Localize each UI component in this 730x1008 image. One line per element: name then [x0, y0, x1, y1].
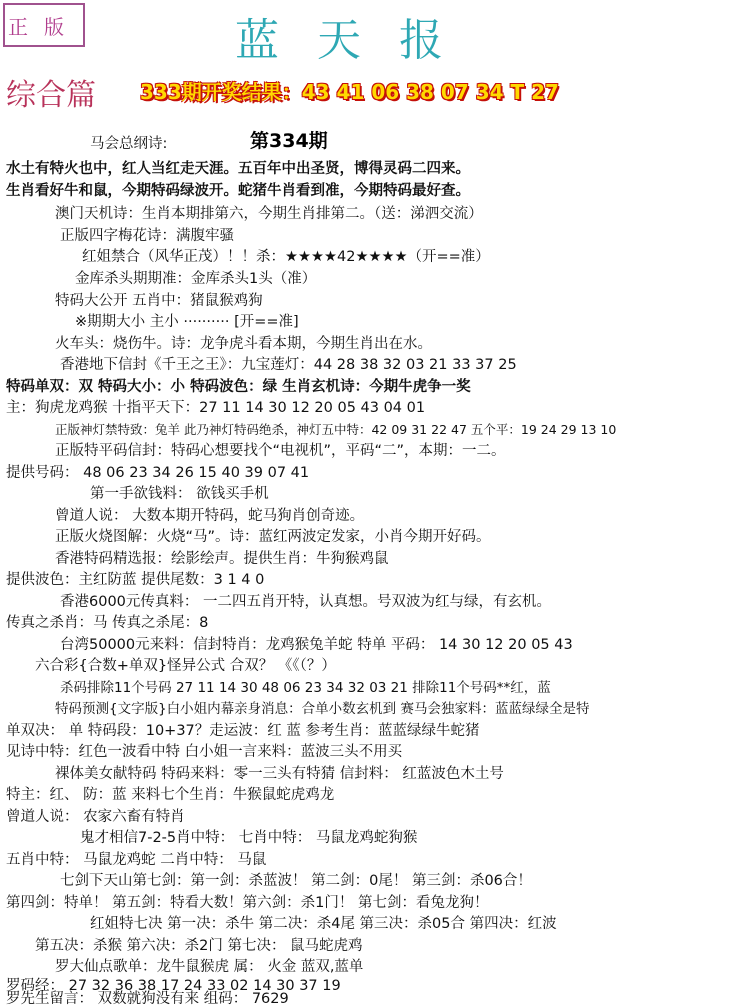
text-line: 正版火烧图解：火烧“马”。诗：蓝红两波定发家，小肖今期开好码。	[55, 529, 491, 545]
newspaper-title: 蓝天报	[235, 15, 481, 66]
text-line: 特码单双：双 特码大小：小 特码波色：绿 生肖玄机诗：今期牛虎争一奖	[6, 379, 471, 395]
text-line: 火车头：烧伤牛。诗：龙争虎斗看本期，今期生肖出在水。	[55, 336, 432, 352]
text-line: 水土有特火也中，红人当红走天涯。五百年中出圣贤，博得灵码二四来。	[6, 161, 470, 177]
text-line: 七剑下天山第七剑：第一剑：杀蓝波！ 第二剑：0尾！ 第三剑：杀06合！	[60, 873, 532, 889]
text-line: 香港地下信封《千王之王》：九宝莲灯：44 28 38 32 03 21 33 37 25	[60, 357, 517, 373]
text-line: ※期期大小 主小 ·········· [开==准]	[75, 314, 299, 330]
text-line: 罗大仙点歌单：龙牛鼠猴虎 属： 火金 蓝双,蓝单	[55, 959, 364, 975]
text-line: 五肖中特： 马鼠龙鸡蛇 二肖中特： 马鼠	[6, 852, 267, 868]
issue-number: 第334期	[250, 130, 328, 152]
text-line: 香港6000元传真料： 一二四五肖开特，认真想。号双波为红与绿，有玄机。	[60, 594, 552, 610]
text-line: 六合彩{合数+单双}怪异公式 合双？ 《《（？）	[35, 658, 336, 674]
text-line: 香港特码精选报：绘影绘声。提供生肖：牛狗猴鸡鼠	[55, 551, 389, 567]
text-line: 第四剑：特单！ 第五剑：特看大数！第六剑：杀1门！ 第七剑：看兔龙狗！	[6, 895, 489, 911]
text-line: 正版四字梅花诗：满腹牢骚	[60, 228, 234, 244]
text-line: 台湾50000元来料：信封特肖：龙鸡猴兔羊蛇 特单 平码： 14 30 12 20 05 43	[60, 637, 573, 653]
text-line: 提供号码： 48 06 23 34 26 15 40 39 07 41	[6, 465, 310, 481]
text-line: 红姐特七决 第一决：杀牛 第二决：杀4尾 第三决：杀05合 第四决：红波	[90, 916, 557, 932]
text-line: 特码大公开 五肖中：猪鼠猴鸡狗	[55, 293, 263, 309]
text-line: 见诗中特：红色一波看中特 白小姐一言来料：蓝波三头不用买	[6, 744, 403, 760]
text-line: 金库杀头期期准：金库杀头1头（准）	[75, 271, 317, 287]
text-line: 传真之杀肖：马 传真之杀尾：8	[6, 615, 209, 631]
text-line: 鬼才相信7-2-5肖中特： 七肖中特： 马鼠龙鸡蛇狗猴	[80, 830, 418, 846]
draw-result: 333期开奖结果：43 41 06 38 07 34 T 27	[140, 80, 559, 104]
text-line: 正版神灯禁特致：兔羊 此乃神灯特码绝杀，神灯五中特：42 09 31 22 47 五个平：19 24 29 13 10	[55, 422, 617, 437]
text-line: 正版特平码信封：特码心想要找个“电视机”，平码“二”，本期：一二。	[55, 443, 506, 459]
text-line: 特码预测{文字版}白小姐内幕亲身消息：合单小数玄机到 赛马会独家料：蓝蓝绿绿全是特	[55, 701, 590, 717]
text-line: 单双决： 单 特码段：10+37？走运波：红 蓝 参考生肖：蓝蓝绿绿牛蛇猪	[6, 723, 480, 739]
text-line: 杀码排除11个号码 27 11 14 30 48 06 23 34 32 03 21 排除11个号码**红，蓝	[60, 680, 551, 696]
text-line: 曾道人说： 大数本期开特码，蛇马狗肖创奇迹。	[55, 508, 365, 524]
text-line: 罗码经： 27 32 36 38 17 24 33 02 14 30 37 19	[6, 978, 341, 994]
text-line: 主：狗虎龙鸡猴 十指平天下：27 11 14 30 12 20 05 43 04 01	[6, 400, 426, 416]
text-line: 马会总纲诗:	[90, 136, 168, 152]
text-line: 裸体美女献特码 特码来料：零一三头有特猜 信封料： 红蓝波色木土号	[55, 766, 504, 782]
text-line: 澳门天机诗：生肖本期排第六，今期生肖排第二。（送：涕泗交流）	[55, 206, 483, 222]
text-line: 第一手欲钱料： 欲钱买手机	[90, 486, 269, 502]
text-line: 罗先生留言： 双数就狗没有来 组码： 7629	[6, 991, 289, 1007]
section-title: 综合篇	[6, 78, 96, 113]
text-line: 红姐禁合（风华正茂）！！杀：★★★★42★★★★（开==准）	[82, 249, 490, 265]
text-line: 曾道人说： 农家六畜有特肖	[6, 809, 185, 825]
genuine-badge: 正版	[3, 3, 85, 47]
text-line: 生肖看好牛和鼠，今期特码绿波开。蛇猪牛肖看到准，今期特码最好查。	[6, 183, 470, 199]
text-line: 第五决：杀猴 第六决：杀2门 第七决： 鼠马蛇虎鸡	[35, 938, 363, 954]
text-line: 特主：红、 防：蓝 来料七个生肖：牛猴鼠蛇虎鸡龙	[6, 787, 335, 803]
text-line: 提供波色：主红防蓝 提供尾数：3 1 4 0	[6, 572, 265, 588]
